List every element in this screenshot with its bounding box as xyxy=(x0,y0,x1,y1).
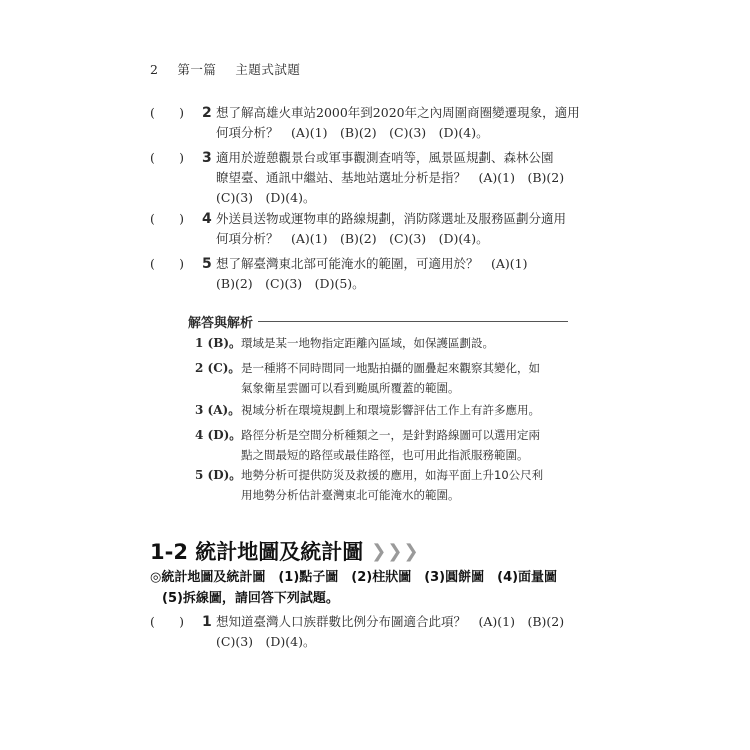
question-3 xyxy=(150,148,580,208)
question-number: 2 xyxy=(202,105,212,121)
answer-item-5 xyxy=(195,465,575,505)
answer-key: 5 (D)。 xyxy=(195,468,242,482)
answer-item-4 xyxy=(195,425,575,465)
page-header xyxy=(150,60,300,78)
answer-explanation: 地勢分析可提供防災及救援的應用，如海平面上升10公尺利 用地勢分析估計臺灣東北可能淹水的範圍。 xyxy=(241,468,544,502)
question-text: 想知道臺灣人口族群數比例分布圖適合此項？ (A)(1) (B)(2) (C)(3) (D)(4)。 xyxy=(216,614,565,649)
answer-key: 3 (A)。 xyxy=(195,403,241,417)
chevron-arrows-icon: ❯ ❯ ❯ xyxy=(371,540,419,562)
question-number: 1 xyxy=(202,614,212,630)
answer-key: 4 (D)。 xyxy=(195,428,242,442)
question-4 xyxy=(150,209,580,249)
heading-rule xyxy=(258,321,568,322)
answer-blank: ( ) xyxy=(150,614,184,629)
chapter-title: 主題式試題 xyxy=(235,62,301,77)
page-number: 2 xyxy=(150,62,159,77)
question-text: 想了解高雄火車站2000年到2020年之內周圍商圈變遷現象，適用 何項分析？ (A)(1) (B)(2) (C)(3) (D)(4)。 xyxy=(216,105,580,140)
answer-explanation: 視域分析在環境規劃上和環境影響評估工作上有許多應用。 xyxy=(241,403,540,417)
section-intro: ◎統計地圖及統計圖 (1)點子圖 (2)柱狀圖 (3)圓餅圖 (4)面量圖 (5)拆線圖，請回答下列試題。 xyxy=(150,570,558,606)
question-2 xyxy=(150,103,580,143)
section-heading xyxy=(150,536,419,566)
question-number: 3 xyxy=(202,150,212,166)
section-title: 1-2 統計地圖及統計圖 xyxy=(150,540,364,564)
question-text: 想了解臺灣東北部可能淹水的範圍，可適用於？ (A)(1) (B)(2) (C)(3) (D)(5)。 xyxy=(216,256,528,291)
question-number: 5 xyxy=(202,256,212,272)
part-label: 第一篇 xyxy=(177,62,217,77)
answer-item-1 xyxy=(195,333,575,353)
question-number: 4 xyxy=(202,211,212,227)
answer-item-2 xyxy=(195,358,575,398)
answer-key: 1 (B)。 xyxy=(195,336,242,350)
answer-explanation: 路徑分析是空間分析種類之一，是針對路線圖可以選用定兩 點之間最短的路徑或最佳路徑，也可用此指派服務範圍。 xyxy=(241,428,540,462)
section-question-1 xyxy=(150,612,580,652)
answer-key: 2 (C)。 xyxy=(195,361,241,375)
answer-blank: ( ) xyxy=(150,256,184,271)
question-5 xyxy=(150,254,580,294)
answer-blank: ( ) xyxy=(150,105,184,120)
answer-blank: ( ) xyxy=(150,211,184,226)
answer-explanation: 環域是某一地物指定距離內區域，如保護區劃設。 xyxy=(241,336,494,350)
answers-heading: 解答與解析 xyxy=(188,316,254,331)
question-text: 適用於遊憩觀景台或軍事觀測查哨等，風景區規劃、森林公園 瞭望臺、通訊中繼站、基地站選址分析是指？ (A)(1) (B)(2) (C)(3) (D)(4)。 xyxy=(216,150,565,205)
answer-explanation: 是一種將不同時間同一地點拍攝的圖疊起來觀察其變化，如 氣象衛星雲圖可以看到颱風所覆蓋的範圍。 xyxy=(241,361,540,395)
answer-item-3 xyxy=(195,400,575,420)
answer-blank: ( ) xyxy=(150,150,184,165)
question-text: 外送員送物或運物車的路線規劃，消防隊選址及服務區劃分適用 何項分析？ (A)(1) (B)(2) (C)(3) (D)(4)。 xyxy=(216,211,567,246)
